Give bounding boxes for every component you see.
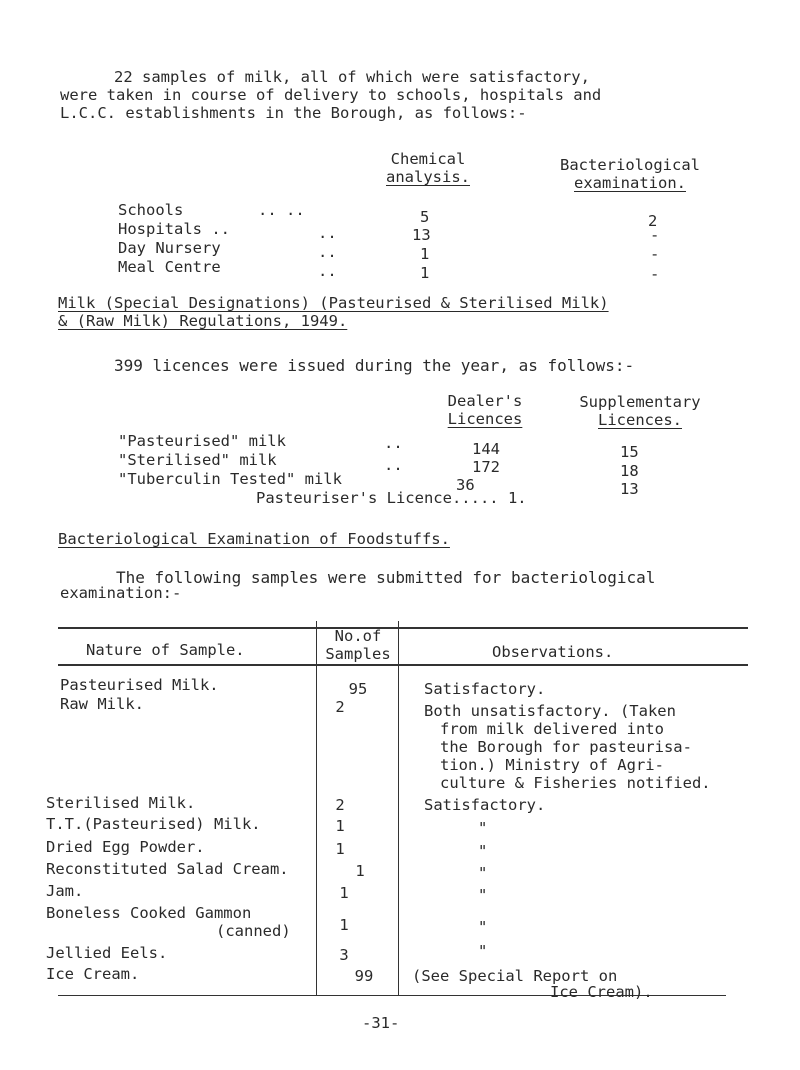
sample-count: 1 [335,840,345,858]
milk-row-bacteriological: 2 [648,212,658,230]
supplementary-licences-header: Supplementary Licences. [579,393,701,429]
sample-nature: Ice Cream. [46,965,140,983]
milk-row-label: Schools [118,201,184,219]
licence-row-label: "Pasteurised" milk [118,432,286,450]
chemical-header: Chemical analysis. [386,150,470,186]
sample-observation: Both unsatisfactory. (Taken [424,702,676,720]
milk-row-label: Hospitals .. [118,220,230,238]
sample-nature: Reconstituted Salad Cream. [46,860,289,878]
milk-intro-line1: 22 samples of milk, all of which were satisfactory, [114,68,590,86]
licence-row-dealer: 36 [456,476,475,494]
sample-nature: Pasteurised Milk. [60,676,219,694]
milk-row-label: Meal Centre [118,258,221,276]
sample-observation: the Borough for pasteurisa- [440,738,692,756]
sample-observation: " [478,819,488,837]
sample-nature: Raw Milk. [60,695,144,713]
milk-row-chemical: 5 [420,208,430,226]
bacteriological-header: Bacteriological examination. [560,156,700,192]
sample-nature: Sterilised Milk. [46,794,196,812]
licence-row-label: "Tuberculin Tested" milk [118,470,342,488]
header-no-of-samples: No.of Samples [325,627,391,663]
milk-row-label: Day Nursery [118,239,221,257]
sample-nature: Jellied Eels. [46,944,168,962]
sample-observation: " [478,918,488,936]
sample-observation: " [478,864,488,882]
licence-row-supplementary: 13 [620,480,639,498]
licence-row-supplementary: 18 [620,462,639,480]
sample-observation: tion.) Ministry of Agri- [440,756,664,774]
bacteriological-intro-line1: The following samples were submitted for bacteriological [116,568,656,587]
licence-row-label: "Sterilised" milk [118,451,277,469]
sample-nature: (canned) [216,922,291,940]
header-observations: Observations. [492,643,614,661]
pasteuriser-licence: Pasteuriser's Licence..... 1. [256,489,527,507]
regulations-heading-line1: Milk (Special Designations) (Pasteurised & Sterilised Milk) [58,294,609,312]
sample-observation: " [478,942,488,960]
table-header-rule [58,664,748,666]
licence-row-dots: .. [384,434,403,452]
sample-count: 1 [339,884,349,902]
sample-count: 3 [339,946,349,964]
sample-observation: " [478,842,488,860]
header-nature-of-sample: Nature of Sample. [86,641,245,659]
sample-count: 95 [348,680,368,698]
sample-nature: Jam. [46,882,84,900]
sample-nature: Boneless Cooked Gammon [46,904,252,922]
sample-nature: T.T.(Pasteurised) Milk. [46,815,261,833]
sample-count: 99 [354,967,374,985]
milk-row-dots: .. [318,262,337,280]
milk-row-bacteriological: - [650,265,660,283]
sample-observation: Satisfactory. [424,796,546,814]
sample-count: 1 [355,862,365,880]
milk-row-chemical: 13 [412,226,431,244]
sample-count: 1 [335,817,345,835]
milk-row-chemical: 1 [420,264,430,282]
sample-observation: " [478,886,488,904]
regulations-heading-line2: & (Raw Milk) Regulations, 1949. [58,312,348,330]
bacteriological-intro-line2: examination:- [60,584,182,602]
licence-row-dealer: 172 [472,458,500,476]
table-top-rule [58,627,748,629]
sample-count: 2 [335,698,345,716]
milk-row-dots: .. .. [258,201,305,219]
milk-intro-line3: L.C.C. establishments in the Borough, as follows:- [60,104,527,122]
milk-row-bacteriological: - [650,245,660,263]
sample-observation: (See Special Report on [412,967,618,985]
page-number: -31- [362,1014,400,1032]
dealers-licences-header: Dealer's Licences [447,392,523,428]
licence-row-dots: .. [384,456,403,474]
licence-row-supplementary: 15 [620,443,639,461]
bacteriological-heading: Bacteriological Examination of Foodstuffs. [58,530,450,548]
sample-observation: Satisfactory. [424,680,546,698]
milk-intro-line2: were taken in course of delivery to schools, hospitals and [60,86,602,104]
milk-row-bacteriological: - [650,226,660,244]
sample-nature: Dried Egg Powder. [46,838,205,856]
milk-row-chemical: 1 [420,245,430,263]
sample-count: 1 [339,916,349,934]
milk-row-dots: .. [318,243,337,261]
milk-row-dots: .. [318,224,337,242]
sample-observation: from milk delivered into [440,720,664,738]
sample-observation: Ice Cream). [550,983,653,1001]
column-divider-right [398,621,399,996]
licence-row-dealer: 144 [472,440,500,458]
licences-intro: 399 licences were issued during the year, as follows:- [114,356,635,375]
sample-observation: culture & Fisheries notified. [440,774,711,792]
sample-count: 2 [335,796,345,814]
